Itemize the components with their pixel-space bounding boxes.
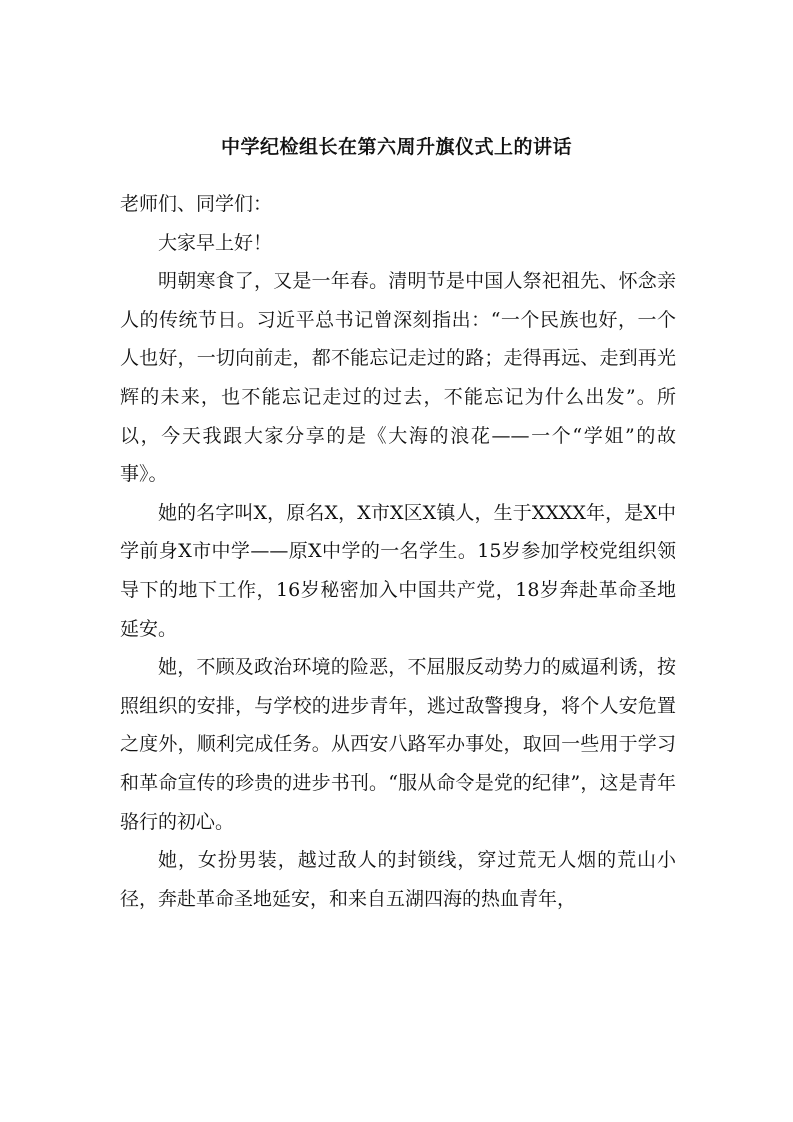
paragraph-greeting: 大家早上好！ — [158, 231, 273, 254]
paragraph-yanan-journey: 她，女扮男装，越过敌人的封锁线，穿过荒无人烟的荒山小径，奔赴革命圣地延安，和来自五湖四海的热血青年， — [120, 849, 676, 910]
document-body — [120, 185, 676, 918]
paragraph-biography: 她的名字叫X，原名X，X市X区X镇人，生于XXXX年，是X中学前身X市中学——原X中学的一名学生。15岁参加学校党组织领导下的地下工作，16岁秘密加入中国共产党，18岁奔赴革命圣地延安。 — [120, 501, 676, 640]
document-title: 中学纪检组长在第六周升旗仪式上的讲话 — [220, 136, 572, 158]
salutation: 老师们、同学们： — [120, 193, 273, 215]
paragraph-qingming: 明朝寒食了，又是一年春。清明节是中国人祭祀祖先、怀念亲人的传统节日。习近平总书记曾深刻指出：“一个民族也好，一个人也好，一切向前走，都不能忘记走过的路；走得再远、走到再光辉的未来，也不能忘记走过的过去，不能忘记为什么出发”。所以，今天我跟大家分享的是《大海的浪花——一个“学姐”的故事》。 — [120, 270, 676, 486]
paragraph-underground-work: 她，不顾及政治环境的险恶，不屈服反动势力的威逼利诱，按照组织的安排，与学校的进步青年，逃过敌警搜身，将个人安危置之度外，顺利完成任务。从西安八路军办事处，取回一些用于学习和革命宣传的珍贵的进步书刊。“服从命令是党的纪律”，这是青年骆行的初心。 — [120, 656, 676, 833]
